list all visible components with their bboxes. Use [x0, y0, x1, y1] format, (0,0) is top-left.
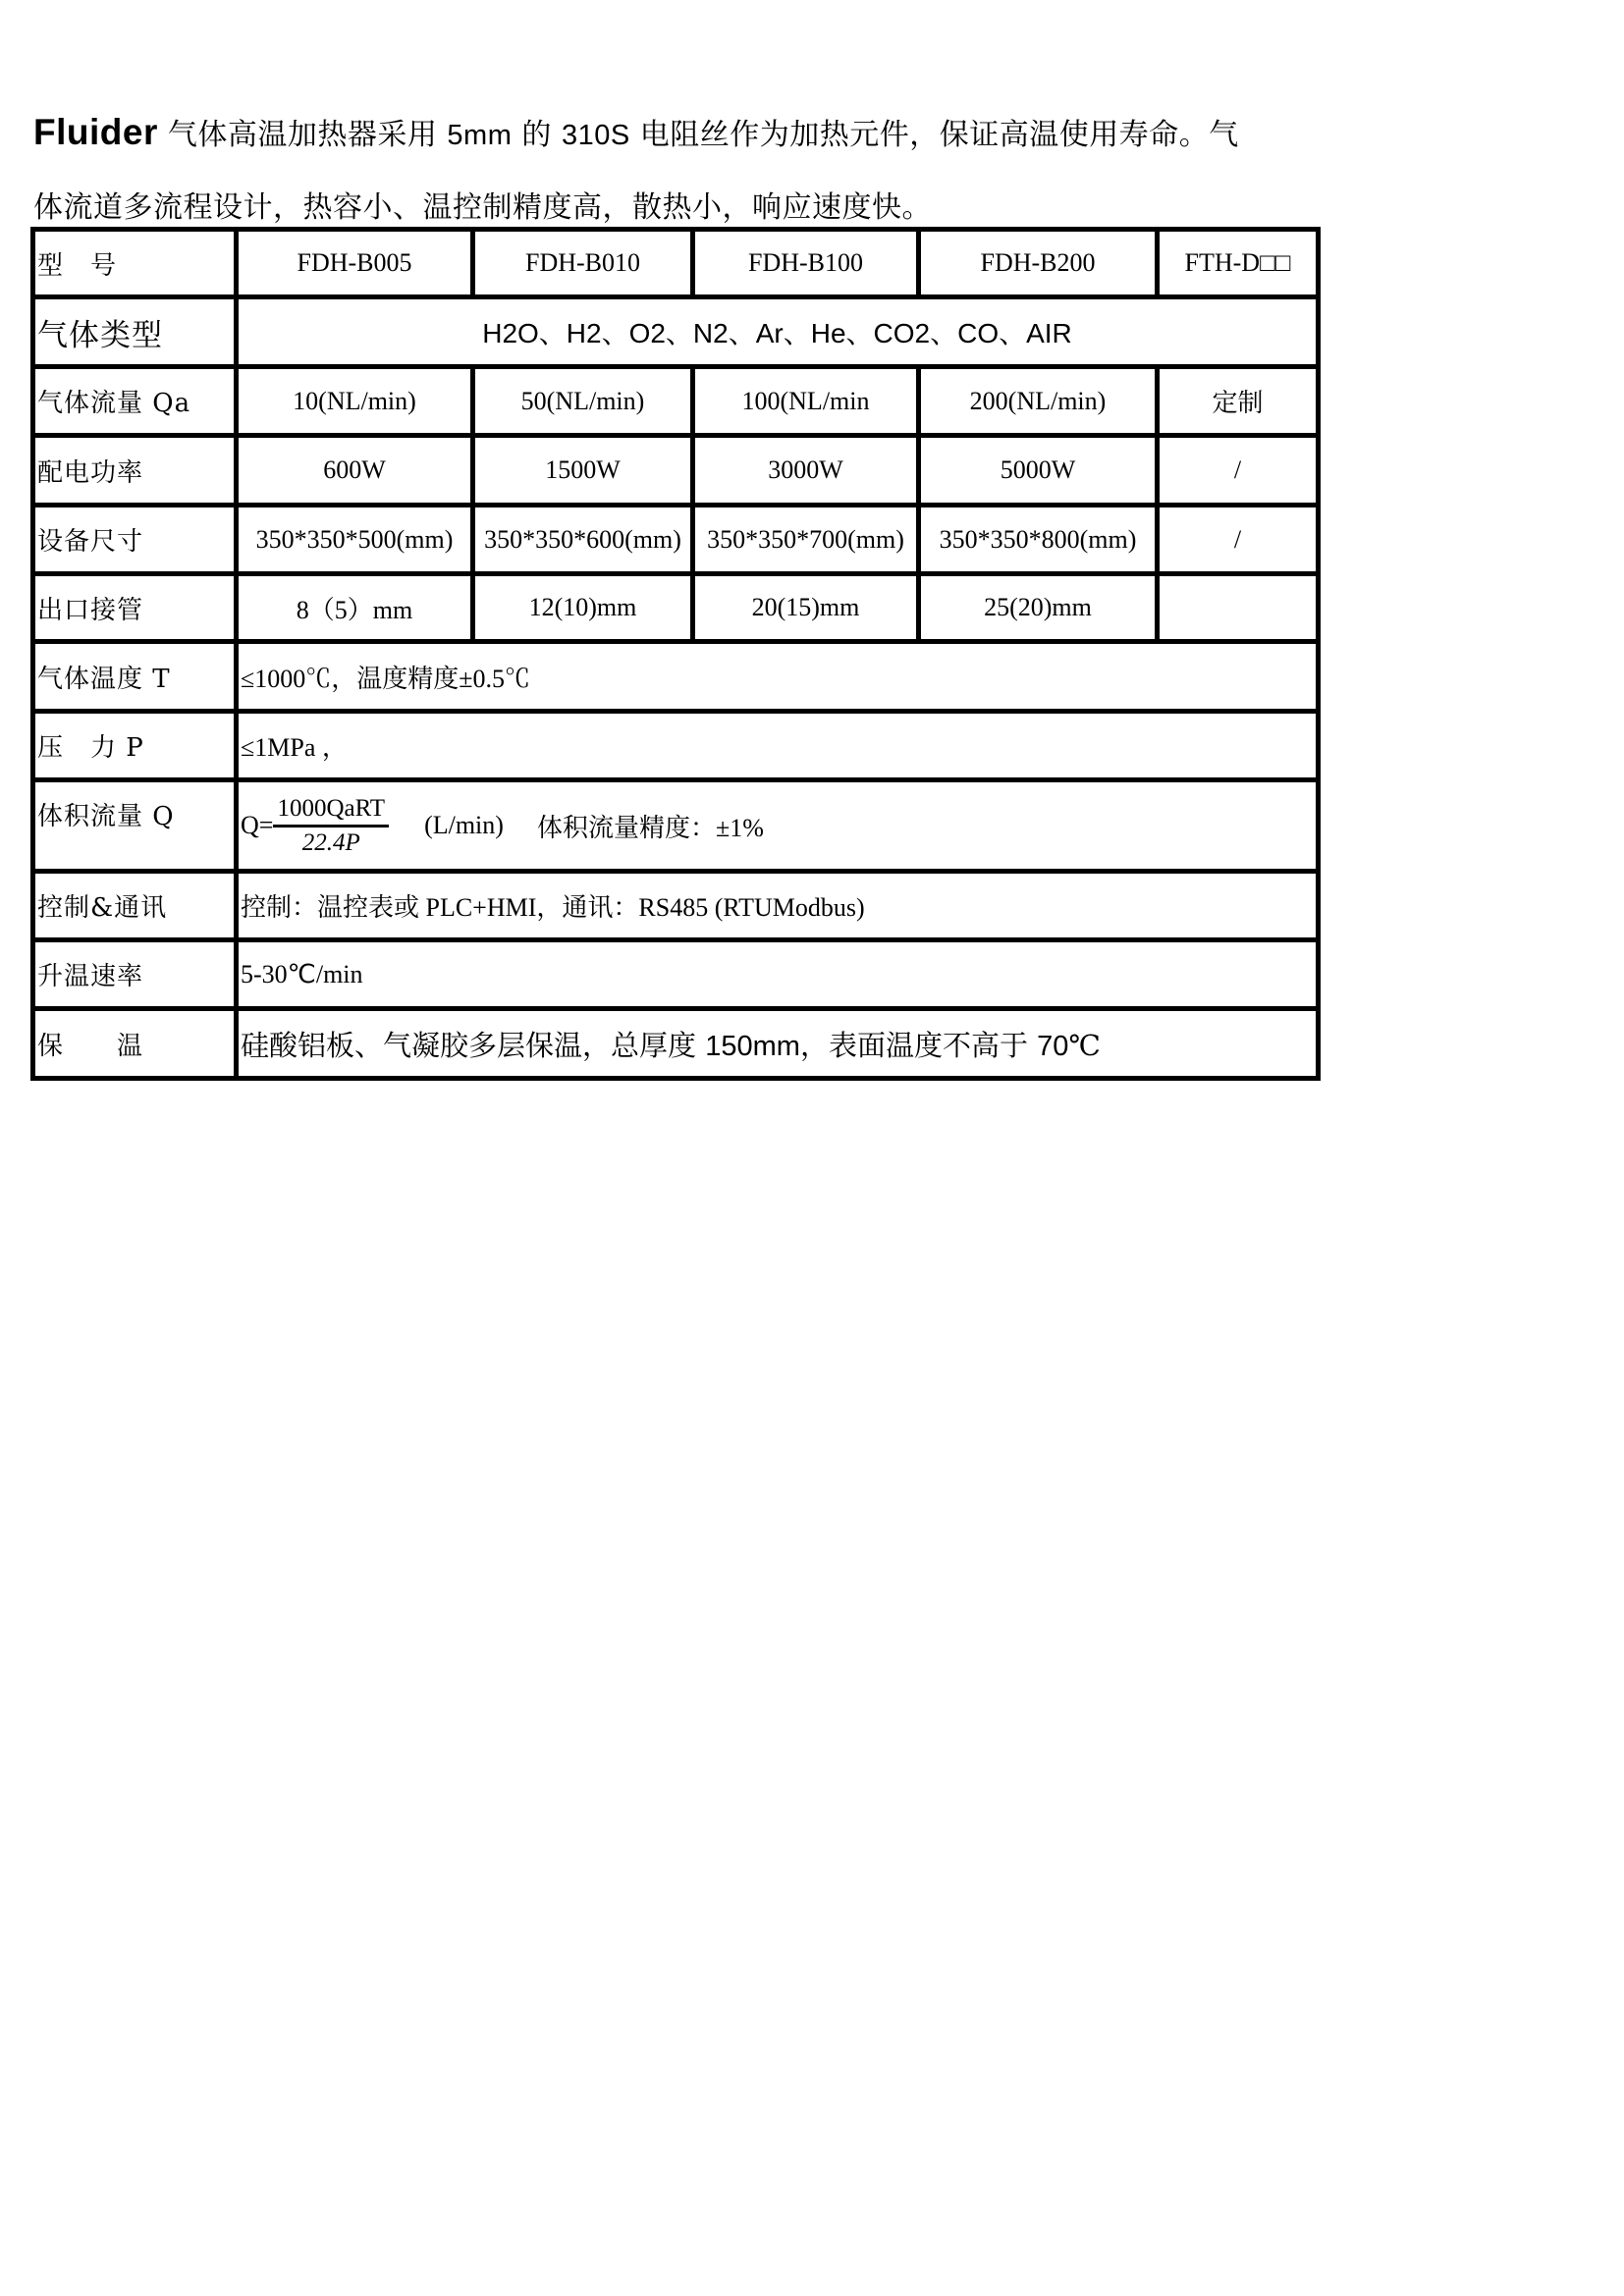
- insulation-surface-temp: 70: [1037, 1030, 1069, 1062]
- outlet-cell: [1158, 574, 1319, 642]
- model-cell: FTH-D□□: [1158, 230, 1319, 297]
- intro-paragraph: [33, 96, 1329, 244]
- row-pressure: [33, 712, 1319, 780]
- label-ramp-rate: 升温速率: [33, 940, 237, 1009]
- gas-type-value: H2O、H2、O2、N2、Ar、He、CO2、CO、AIR: [237, 297, 1319, 367]
- flow-cell: 200(NL/min): [919, 367, 1158, 436]
- intro-material: 310S: [561, 120, 630, 151]
- flow-cell: 100(NL/min: [693, 367, 919, 436]
- row-gas-type: [33, 297, 1319, 367]
- volume-flow-accuracy: 体积流量精度：±1%: [536, 813, 764, 842]
- size-cell: 350*350*500(mm): [237, 506, 473, 574]
- label-volume-flow: 体积流量 Q: [33, 780, 237, 872]
- power-cell: 3000W: [693, 436, 919, 506]
- pressure-value: ≤1MPa ，: [237, 712, 1319, 780]
- insulation-value: [237, 1009, 1319, 1079]
- formula-unit: (L/min): [424, 811, 504, 839]
- row-gas-temp: [33, 642, 1319, 712]
- intro-text: 的: [512, 118, 562, 152]
- intro-wire-size: 5mm: [447, 120, 513, 151]
- model-cell: FDH-B010: [473, 230, 693, 297]
- outlet-cell: 25(20)mm: [919, 574, 1158, 642]
- outlet-cell: 20(15)mm: [693, 574, 919, 642]
- model-cell: FDH-B005: [237, 230, 473, 297]
- volume-flow-formula: [241, 795, 764, 857]
- control-value: 控制：温控表或 PLC+HMI，通讯：RS485 (RTUModbus): [237, 872, 1319, 940]
- row-size: [33, 506, 1319, 574]
- row-insulation: [33, 1009, 1319, 1079]
- intro-text: 电阻丝作为加热元件，保证高温使用寿命。气: [629, 118, 1239, 152]
- brand-name: Fluider: [33, 112, 158, 152]
- flow-cell: 定制: [1158, 367, 1319, 436]
- label-gas-temp: 气体温度 T: [33, 642, 237, 712]
- flow-cell: 10(NL/min): [237, 367, 473, 436]
- row-ramp-rate: [33, 940, 1319, 1009]
- ramp-rate-value: 5-30℃/min: [237, 940, 1319, 1009]
- insulation-text: 硅酸铝板、气凝胶多层保温，总厚度: [241, 1028, 706, 1062]
- outlet-cell: 12(10)mm: [473, 574, 693, 642]
- power-cell: 600W: [237, 436, 473, 506]
- power-cell: /: [1158, 436, 1319, 506]
- label-size: 设备尺寸: [33, 506, 237, 574]
- size-cell: 350*350*800(mm): [919, 506, 1158, 574]
- label-outlet: 出口接管: [33, 574, 237, 642]
- intro-text: 气体高温加热器采用: [157, 118, 448, 152]
- row-flow: [33, 367, 1319, 436]
- size-cell: /: [1158, 506, 1319, 574]
- row-control: [33, 872, 1319, 940]
- spec-table: [30, 227, 1321, 1081]
- volume-flow-value: [237, 780, 1319, 872]
- power-cell: 5000W: [919, 436, 1158, 506]
- label-flow: 气体流量 Qa: [33, 367, 237, 436]
- row-model: [33, 230, 1319, 297]
- model-cell: FDH-B100: [693, 230, 919, 297]
- size-cell: 350*350*600(mm): [473, 506, 693, 574]
- flow-cell: 50(NL/min): [473, 367, 693, 436]
- label-pressure: 压 力 P: [33, 712, 237, 780]
- label-power: 配电功率: [33, 436, 237, 506]
- power-cell: 1500W: [473, 436, 693, 506]
- label-gas-type: 气体类型: [33, 297, 237, 367]
- intro-line-1: [33, 96, 1329, 172]
- model-cell: FDH-B200: [919, 230, 1158, 297]
- formula-numerator: 1000QaRT: [273, 795, 389, 828]
- insulation-thickness: 150mm: [705, 1030, 800, 1062]
- label-control: 控制&通讯: [33, 872, 237, 940]
- insulation-unit: ℃: [1068, 1028, 1101, 1062]
- label-insulation: 保 温: [33, 1009, 237, 1079]
- row-outlet: [33, 574, 1319, 642]
- insulation-text: ，表面温度不高于: [799, 1028, 1038, 1062]
- size-cell: 350*350*700(mm): [693, 506, 919, 574]
- outlet-cell: 8（5）mm: [237, 574, 473, 642]
- formula-prefix: Q=: [241, 811, 274, 839]
- formula-denominator: 22.4P: [301, 828, 360, 856]
- row-power: [33, 436, 1319, 506]
- row-volume-flow: [33, 780, 1319, 872]
- intro-line-2: 体流道多流程设计，热容小、温控制精度高，散热小，响应速度快。: [33, 190, 932, 225]
- gas-temp-value: ≤1000℃，温度精度±0.5℃: [237, 642, 1319, 712]
- label-model: 型 号: [33, 230, 237, 297]
- formula-fraction: [273, 795, 389, 857]
